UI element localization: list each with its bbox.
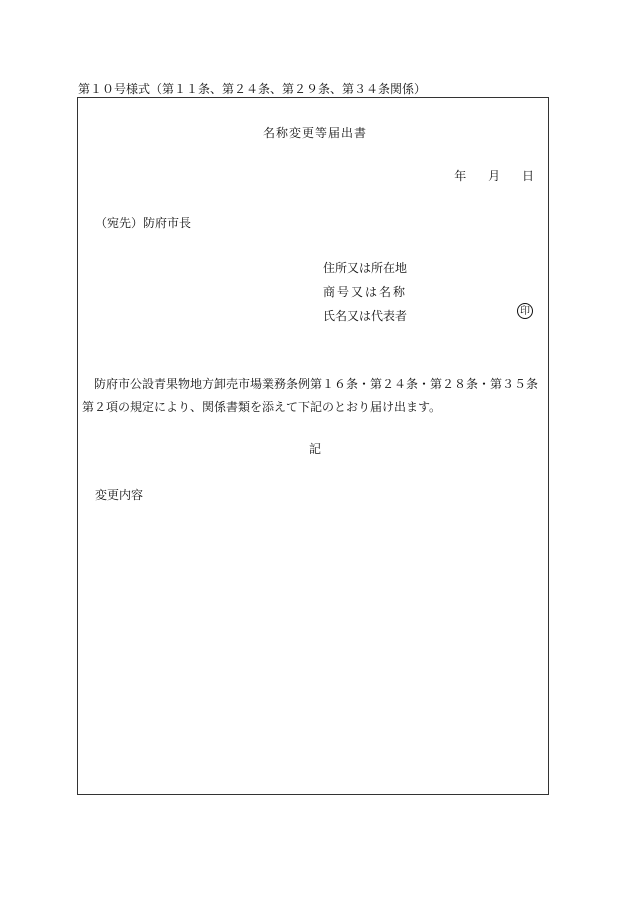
date-month-label: 月 <box>488 169 501 183</box>
trade-name-label: 商号又は名称 <box>323 285 408 299</box>
date-line <box>436 167 534 184</box>
notification-text: 防府市公設青果物地方卸売市場業務条例第１６条・第２４条・第２８条・第３５条第２項の規定により、関係書類を添えて下記のとおり届け出ます。 <box>82 377 539 414</box>
addressee: （宛先）防府市長 <box>95 216 192 230</box>
seal-mark: 印 <box>517 303 533 319</box>
form-title: 名称変更等届出書 <box>262 126 367 140</box>
date-year-label: 年 <box>454 169 467 183</box>
form-number: 第１０号様式（第１１条、第２４条、第２９条、第３４条関係） <box>78 82 427 96</box>
change-content-label: 変更内容 <box>95 488 144 502</box>
address-label: 住所又は所在地 <box>323 261 408 275</box>
representative-label: 氏名又は代表者 <box>323 309 408 323</box>
ki-heading: 記 <box>308 442 321 456</box>
date-day-label: 日 <box>521 169 534 183</box>
